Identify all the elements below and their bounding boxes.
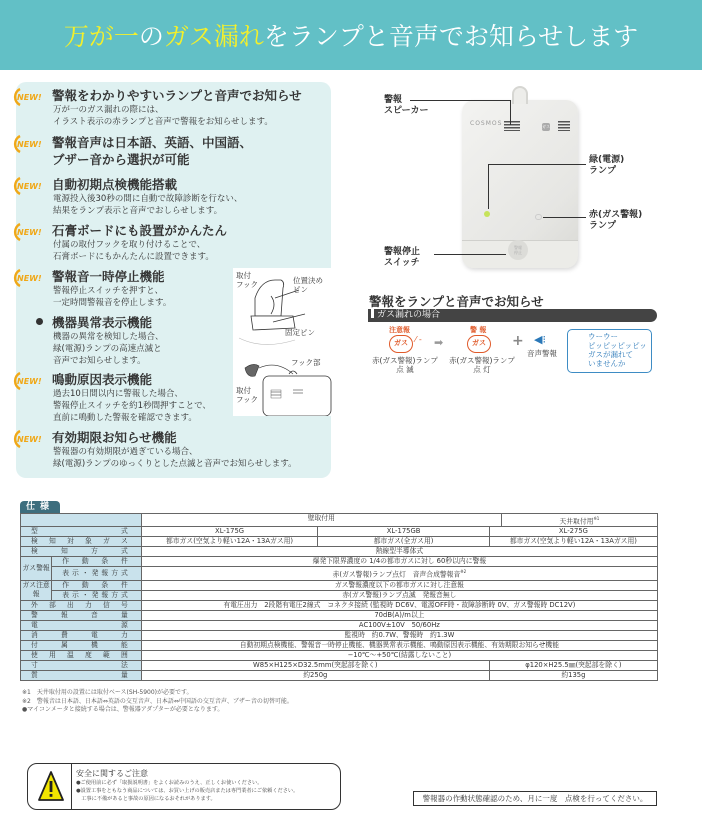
red-alarm-lamp <box>535 214 542 220</box>
hook-label: 取付 フック <box>236 271 258 289</box>
table-row: 警報音量 70dB(A)/m以上 <box>21 610 658 620</box>
table-row: 検知方式 熱線型半導体式 <box>21 547 658 557</box>
callout-line <box>410 100 510 101</box>
callout-line <box>434 254 506 255</box>
feature-desc: 付属の取付フックを取り付けることで、 <box>53 240 206 250</box>
alarm-label: 警 報 <box>470 326 487 334</box>
new-badge-icon <box>10 429 50 449</box>
table-row: ガス警報 作動条件 爆発下限界濃度の 1/4の都市ガスに対し 60秒以内に警報 <box>21 557 658 567</box>
hook-label-bottom: 取付 フック <box>236 386 258 404</box>
sensor-grille-icon <box>558 121 570 131</box>
table-row: 付属機能 自動初期点検機能、警報音一時停止機能、機器異常表示機能、鳴動原因表示機能、有効期限お知らせ機能 <box>21 640 658 650</box>
wall-mount-header: 壁取付用 <box>142 514 502 526</box>
note-line: ※2 警報音は日本語、日本語⇔英語の交互音声、日本語⇔中国語の交互音声、ブザー音の切替可能。 <box>22 697 293 705</box>
table-row: 表示・発報方式 赤(ガス警報)ランプ点灯 音声合成警報音$^{※2}$ <box>21 567 658 580</box>
spec-notes <box>22 689 293 715</box>
svg-text:NEW!: NEW! <box>17 140 42 149</box>
safety-line: 工事に不備があると事故の原因になるおそれがあります。 <box>76 796 216 802</box>
table-row: 電源 AC100V±10V 50/60Hz <box>21 620 658 630</box>
red-lamp-callout: 赤(ガス警報) ランプ <box>589 210 643 231</box>
gas-lamp-icon: ガス <box>467 335 491 353</box>
svg-text:NEW!: NEW! <box>17 274 42 283</box>
stop-switch-callout: 警報停止 スイッチ <box>384 247 421 268</box>
blink-marks-icon: ⁄ ‑ <box>415 335 422 344</box>
svg-text:NEW!: NEW! <box>17 182 42 191</box>
table-row: 型式 XL-175G XL-175GB XL-275G <box>21 527 658 537</box>
svg-text:NEW!: NEW! <box>17 435 42 444</box>
table-row: 使用温度範囲 −10℃〜+50℃(結露しないこと) <box>21 650 658 660</box>
new-badge-icon <box>10 222 50 242</box>
table-row: 外部出力信号 有電圧出力 2段階有電圧2線式 コネクタ接続 (監視時 DC6V、電源OFF時・故障診断時 0V、ガス警報時 DC12V) <box>21 600 658 610</box>
table-row: 消費電力 監視時 約0.7W、警報時 約1.3W <box>21 630 658 640</box>
safety-notice <box>27 763 341 810</box>
hook-part-label: フック部 <box>291 358 321 367</box>
voice-alarm-label: 音声警報 <box>527 349 557 358</box>
svg-text:NEW!: NEW! <box>17 377 42 386</box>
feature-desc: イラスト表示の赤ランプと音声で警報をお知らせします。 <box>53 117 273 127</box>
feature-title: 機器異常表示機能 <box>52 315 153 330</box>
gas-badge: ガス <box>542 124 550 129</box>
table-row <box>21 514 658 527</box>
feature-title: 石膏ボードにも設置がかんたん <box>52 223 228 238</box>
notify-title: 警報をランプと音声でお知らせ <box>369 294 544 309</box>
feature-desc: 結果をランプ表示と音声でおしらせします。 <box>53 206 223 216</box>
speaker-grille-icon <box>504 121 520 131</box>
note-line: ●マイコンメータと接続する場合は、警報器アダプターが必要となります。 <box>22 706 224 713</box>
table-row: 検知対象ガス 都市ガス(空気より軽い12A・13Aガス用) 都市ガス(全ガス用) 都市ガス(空気より軽い12A・13Aガス用) <box>21 537 658 547</box>
bullet-icon <box>36 318 43 325</box>
gas-leak-case-bar: ガス漏れの場合 <box>368 309 657 322</box>
fixed-pin-label: 固定ピン <box>285 328 315 337</box>
feature-desc: 電源投入後30秒の間に自動で故障診断を行ない、 <box>53 194 243 204</box>
title-banner <box>0 0 702 70</box>
feature-title-line2: ブザー音から選択が可能 <box>52 152 190 167</box>
feature-desc: 万が一のガス漏れの際には、 <box>53 105 164 115</box>
feature-desc: 直前に鳴動した警報を確認できます。 <box>53 413 197 423</box>
feature-desc: 警報停止スイッチを押すと、 <box>53 286 164 296</box>
feature-desc: 過去10日間以内に警報した場合、 <box>53 389 183 399</box>
speaker-callout: 警報 スピーカー <box>384 95 429 116</box>
green-power-lamp <box>484 211 490 217</box>
green-lamp-callout: 緑(電源) ランプ <box>589 155 625 176</box>
feature-title: 自動初期点検機能搭載 <box>52 177 178 192</box>
speaker-sound-icon: ◀⁝ <box>534 333 546 346</box>
banner-text-3: ガス漏れ <box>163 22 264 51</box>
caution-label: 注意報 <box>389 326 410 334</box>
callout-line <box>510 100 511 125</box>
safety-line: ●ご使用前に必ず「取扱説明書」をよくお読みのうえ、正しくお使いください。 <box>76 780 263 786</box>
brand-logo: COSMOS <box>470 120 503 127</box>
table-row: ガス注意報 作動条件 ガス警報濃度以下の都市ガスに対し注意報 <box>21 580 658 590</box>
step2-caption: 赤(ガス警報)ランプ 点 灯 <box>449 356 515 374</box>
inspection-notice: 警報器の作動状態確認のため、月に一度 点検を行ってください。 <box>413 791 657 806</box>
voice-speech-bubble: ウーウー ピッピッピッピッ ガスが漏れて いませんか <box>567 329 652 373</box>
gas-lamp-icon: ガス <box>389 335 413 353</box>
feature-title: 警報をわかりやすいランプと音声でお知らせ <box>52 88 302 103</box>
new-badge-icon <box>10 134 50 154</box>
gas-alarm-device <box>462 100 578 268</box>
feature-desc: 警報器の有効期限が過ぎている場合、 <box>53 447 198 457</box>
step1-caption: 赤(ガス警報)ランプ 点 滅 <box>372 356 438 374</box>
feature-desc: 音声でお知らせします。 <box>53 356 146 366</box>
ceiling-mount-header: 天井取付用$^{※1}$ <box>559 516 600 526</box>
banner-text-2: の <box>138 22 164 51</box>
hook-illustration <box>233 268 333 416</box>
pin-position-label: 位置決め ピン <box>293 276 323 294</box>
callout-line <box>488 164 586 165</box>
feature-title: 鳴動原因表示機能 <box>52 372 153 387</box>
svg-text:NEW!: NEW! <box>17 228 42 237</box>
svg-text:NEW!: NEW! <box>17 93 42 102</box>
new-badge-icon <box>10 268 50 288</box>
alarm-stop-button[interactable]: 警報 停止 <box>508 240 528 260</box>
safety-divider <box>71 764 72 809</box>
feature-title: 有効期限お知らせ機能 <box>52 430 177 445</box>
arrow-right-icon: ➡ <box>434 336 444 349</box>
banner-text-1: 万が一 <box>63 22 139 51</box>
note-line: ※1 天井取付用の設置には取付ベース(SH-5900)が必要です。 <box>22 689 193 696</box>
feature-desc: 石膏ボードにもかんたんに設置できます。 <box>53 252 214 262</box>
feature-desc: 緑(電源)ランプの高速点滅と <box>53 344 162 354</box>
table-row: 質量 約250g 約135g <box>21 670 658 680</box>
plus-icon: + <box>512 333 524 349</box>
feature-desc: 警報停止スイッチを約1秒間押すことで、 <box>53 401 211 411</box>
feature-desc: 機器の異常を検知した場合、 <box>53 332 164 342</box>
spec-heading: 仕様 <box>20 501 60 514</box>
new-badge-icon <box>10 371 50 391</box>
table-row: 寸法 W85×H125×D32.5mm(突起部を除く) φ120×H25.5㎜(突起部を除く) <box>21 660 658 670</box>
spec-table <box>20 513 658 681</box>
safety-title: 安全に関するご注意 <box>76 769 148 778</box>
safety-line: ●設置工事をともなう商品については、お買い上げの販売店または専門業者にご依頼ください。 <box>76 788 299 794</box>
callout-line <box>543 217 586 218</box>
warning-triangle-icon <box>38 770 64 802</box>
new-badge-icon <box>10 176 50 196</box>
feature-title: 警報音声は日本語、英語、中国語、 <box>52 135 253 150</box>
banner-text-4: をランプと音声でお知らせします <box>263 22 639 51</box>
feature-desc: 緑(電源)ランプのゆっくりとした点滅と音声でお知らせします。 <box>53 459 297 469</box>
feature-title: 警報音一時停止機能 <box>52 269 165 284</box>
callout-line <box>488 164 489 209</box>
new-badge-icon <box>10 87 50 107</box>
hanging-tab <box>512 86 528 104</box>
feature-desc: 一定時間警報音を停止します。 <box>53 298 172 308</box>
table-row: 表示・発報方式 赤(ガス警報)ランプ点滅 発報音無し <box>21 590 658 600</box>
